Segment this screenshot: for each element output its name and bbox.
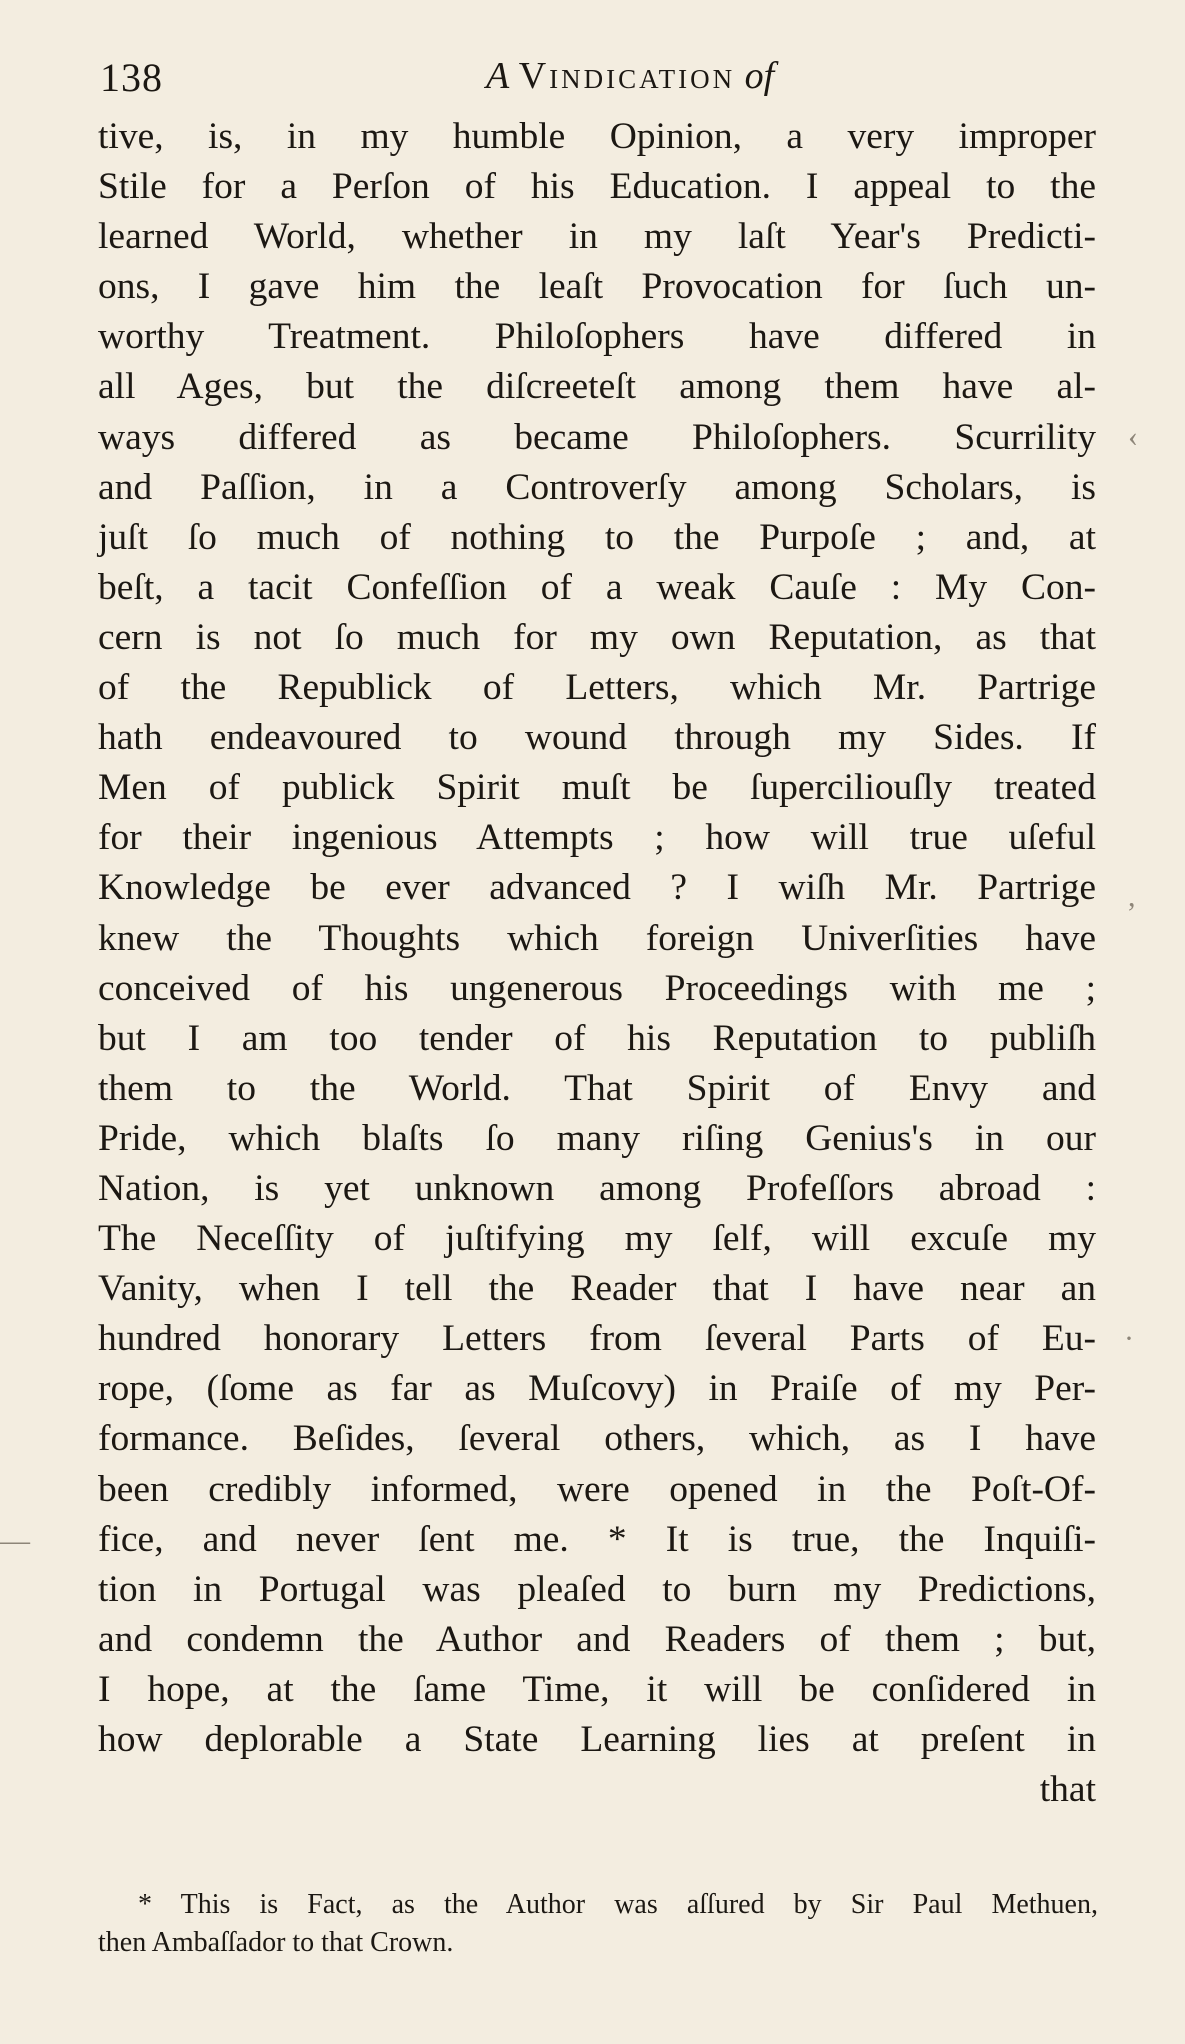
margin-mark: — [0, 1524, 30, 1557]
text-line: beſt, a tacit Confeſſion of a weak Cauſe : My Con- [98, 566, 1096, 608]
page-number: 138 [100, 55, 163, 100]
margin-mark: , [1128, 880, 1136, 913]
text-line: and condemn the Author and Readers of them ; but, [98, 1618, 1096, 1660]
text-line: for their ingenious Attempts ; how will true uſeful [98, 817, 1096, 859]
catchword: that [1039, 1769, 1096, 1811]
running-head-of: of [744, 55, 775, 97]
margin-mark: ‹ [1128, 420, 1138, 453]
text-line: Vanity, when I tell the Reader that I have near an [98, 1268, 1096, 1310]
text-line: Pride, which blaſts ſo many riſing Genius's in our [98, 1117, 1096, 1159]
running-head-word: Vindication [518, 55, 736, 97]
text-line: how deplorable a State Learning lies at preſent in [98, 1719, 1096, 1760]
text-line: worthy Treatment. Philoſophers have differed in [98, 316, 1096, 358]
text-line: knew the Thoughts which foreign Univerſities have [98, 917, 1096, 959]
text-line: tion in Portugal was pleaſed to burn my Predictions, [98, 1568, 1096, 1610]
text-line: conceived of his ungenerous Proceedings with me ; [98, 967, 1096, 1009]
text-line: I hope, at the ſame Time, it will be conſidered in [98, 1668, 1096, 1710]
text-line: but I am too tender of his Reputation to publiſh [98, 1017, 1096, 1059]
text-line: Stile for a Perſon of his Education. I appeal to the [98, 166, 1096, 208]
text-line: learned World, whether in my laſt Year's Predicti- [98, 216, 1096, 258]
text-line: ways differed as became Philoſophers. Scurrility [98, 416, 1096, 458]
page-header [100, 48, 1100, 108]
text-line: formance. Beſides, ſeveral others, which, as I have [98, 1418, 1096, 1460]
running-head [486, 54, 774, 98]
text-line: Men of publick Spirit muſt be ſuperciliouſly treated [98, 767, 1096, 809]
text-line: all Ages, but the diſcreeteſt among them have al- [98, 366, 1096, 408]
margin-mark: · [1124, 1322, 1134, 1355]
text-line: Knowledge be ever advanced ? I wiſh Mr. Partrige [98, 867, 1096, 909]
text-line: tive, is, in my humble Opinion, a very improper [98, 116, 1096, 157]
text-line: cern is not ſo much for my own Reputation, as that [98, 616, 1096, 658]
footnote [98, 1886, 1098, 1962]
footnote-line: * This is Fact, as the Author was aſſured by Sir Paul Methuen, [138, 1889, 1098, 1920]
text-line: of the Republick of Letters, which Mr. Partrige [98, 667, 1096, 709]
text-line: hundred honorary Letters from ſeveral Parts of Eu- [98, 1318, 1096, 1360]
text-line: fice, and never ſent me. * It is true, the Inquiſi- [98, 1518, 1096, 1560]
footnote-line: then Ambaſſador to that Crown. [98, 1927, 454, 1958]
body-text [98, 112, 1096, 1815]
text-line: juſt ſo much of nothing to the Purpoſe ; and, at [98, 516, 1096, 558]
text-line: hath endeavoured to wound through my Sides. If [98, 717, 1096, 759]
text-line: rope, (ſome as far as Muſcovy) in Praiſe of my Per- [98, 1368, 1096, 1410]
running-head-article: A [486, 55, 510, 97]
text-line: ons, I gave him the leaſt Provocation for ſuch un- [98, 266, 1096, 308]
text-line: Nation, is yet unknown among Profeſſors abroad : [98, 1167, 1096, 1209]
text-line: and Paſſion, in a Controverſy among Scholars, is [98, 466, 1096, 508]
text-line: them to the World. That Spirit of Envy and [98, 1067, 1096, 1109]
text-line: been credibly informed, were opened in the Poſt-Of- [98, 1468, 1096, 1510]
text-line: The Neceſſity of juſtifying my ſelf, will excuſe my [98, 1218, 1096, 1260]
